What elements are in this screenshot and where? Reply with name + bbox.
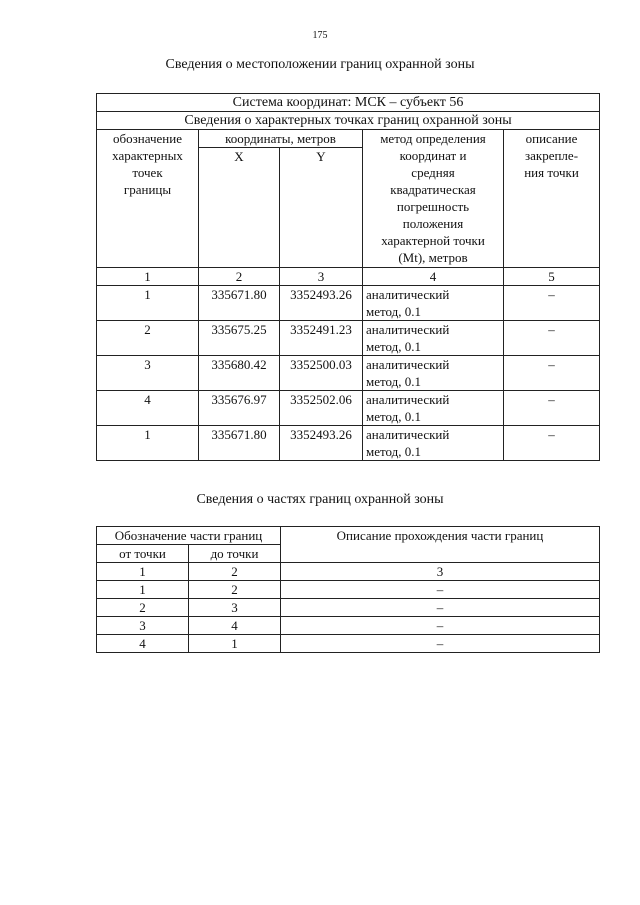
method: аналитический метод, 0.1 <box>363 321 504 356</box>
column-number: 1 <box>97 563 189 581</box>
point-id: 2 <box>97 321 199 356</box>
coord-y: 3352491.23 <box>280 321 363 356</box>
point-description: – <box>504 356 600 391</box>
coord-y: 3352493.26 <box>280 286 363 321</box>
part-description: – <box>281 599 600 617</box>
boundary-parts-table <box>96 526 600 653</box>
header-coordinates: координаты, метров <box>199 130 363 148</box>
header-method: метод определения координат и средняя квадратическая погрешность положения характерной точки (Mt), метров <box>363 130 504 268</box>
table-row <box>97 321 600 356</box>
to-point: 1 <box>189 635 281 653</box>
table-row <box>97 581 600 599</box>
point-id: 1 <box>97 426 199 461</box>
point-id: 1 <box>97 286 199 321</box>
header-part-description: Описание прохождения части границ <box>281 527 600 563</box>
coord-x: 335680.42 <box>199 356 280 391</box>
method: аналитический метод, 0.1 <box>363 356 504 391</box>
coord-y: 3352500.03 <box>280 356 363 391</box>
page-number: 175 <box>312 30 328 41</box>
header-row <box>97 130 600 148</box>
point-id: 3 <box>97 356 199 391</box>
to-point: 4 <box>189 617 281 635</box>
point-description: – <box>504 426 600 461</box>
coord-y: 3352493.26 <box>280 426 363 461</box>
from-point: 2 <box>97 599 189 617</box>
table-row <box>97 617 600 635</box>
table-row <box>97 635 600 653</box>
coord-x: 335676.97 <box>199 391 280 426</box>
column-number: 2 <box>189 563 281 581</box>
column-numbers-row <box>97 563 600 581</box>
from-point: 3 <box>97 617 189 635</box>
method: аналитический метод, 0.1 <box>363 286 504 321</box>
to-point: 2 <box>189 581 281 599</box>
column-number: 2 <box>199 268 280 286</box>
column-number: 3 <box>281 563 600 581</box>
table-row <box>97 426 600 461</box>
coord-x: 335671.80 <box>199 426 280 461</box>
header-point: обозначение характерных точек границы <box>97 130 199 268</box>
header-y: Y <box>280 148 363 268</box>
section2-title: Сведения о частях границ охранной зоны <box>196 492 444 507</box>
coordinate-system-row <box>97 94 600 112</box>
header-to: до точки <box>189 545 281 563</box>
column-number: 1 <box>97 268 199 286</box>
table-row <box>97 599 600 617</box>
coord-y: 3352502.06 <box>280 391 363 426</box>
part-description: – <box>281 617 600 635</box>
boundary-points-table <box>96 93 600 461</box>
header-part: Обозначение части границ <box>97 527 281 545</box>
method: аналитический метод, 0.1 <box>363 426 504 461</box>
from-point: 1 <box>97 581 189 599</box>
part-description: – <box>281 635 600 653</box>
part-description: – <box>281 581 600 599</box>
header-row <box>97 527 600 545</box>
point-description: – <box>504 391 600 426</box>
to-point: 3 <box>189 599 281 617</box>
coordinate-system: Система координат: МСК – субъект 56 <box>97 94 600 112</box>
table-row <box>97 391 600 426</box>
coord-x: 335671.80 <box>199 286 280 321</box>
table-row <box>97 356 600 391</box>
point-description: – <box>504 321 600 356</box>
column-numbers-row <box>97 268 600 286</box>
method: аналитический метод, 0.1 <box>363 391 504 426</box>
header-x: X <box>199 148 280 268</box>
header-description: описание закрепле- ния точки <box>504 130 600 268</box>
point-id: 4 <box>97 391 199 426</box>
column-number: 5 <box>504 268 600 286</box>
column-number: 3 <box>280 268 363 286</box>
subtitle-row <box>97 112 600 130</box>
table-row <box>97 286 600 321</box>
point-description: – <box>504 286 600 321</box>
from-point: 4 <box>97 635 189 653</box>
coord-x: 335675.25 <box>199 321 280 356</box>
header-from: от точки <box>97 545 189 563</box>
column-number: 4 <box>363 268 504 286</box>
points-subtitle: Сведения о характерных точках границ охранной зоны <box>97 112 600 130</box>
section1-title: Сведения о местоположении границ охранной зоны <box>165 57 475 72</box>
